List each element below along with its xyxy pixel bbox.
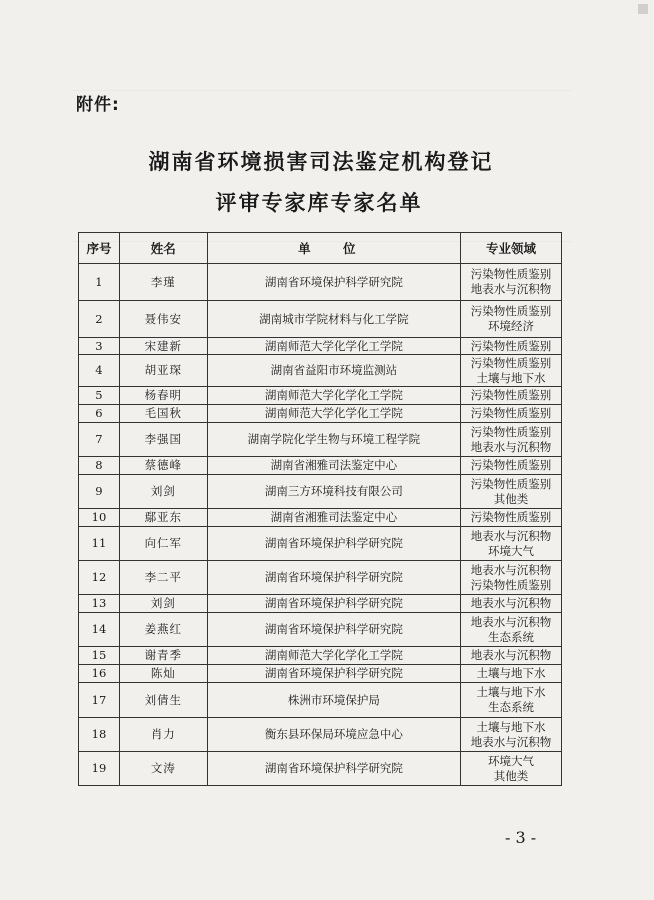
cell-name: 刘剑 <box>119 595 207 613</box>
field-item: 地表水与沉积物 <box>470 648 552 662</box>
cell-field <box>461 387 562 405</box>
cell-unit: 湖南省环境保护科学研究院 <box>207 613 460 647</box>
field-item: 污染物性质鉴别 <box>470 424 552 439</box>
cell-name: 李强国 <box>119 423 207 457</box>
cell-unit: 湖南省环境保护科学研究院 <box>207 264 460 301</box>
table-body <box>79 264 562 786</box>
field-item: 污染物性质鉴别 <box>470 510 552 524</box>
cell-no: 10 <box>79 509 120 527</box>
table-row <box>79 355 562 387</box>
cell-no: 6 <box>79 405 120 423</box>
table-row <box>79 264 562 301</box>
cell-name: 姜燕红 <box>119 613 207 647</box>
cell-unit: 湖南省环境保护科学研究院 <box>207 561 460 595</box>
cell-name: 蔡德峰 <box>119 457 207 475</box>
cell-name: 胡亚琛 <box>119 355 207 387</box>
table-row <box>79 595 562 613</box>
table-row <box>79 527 562 561</box>
table-row <box>79 338 562 355</box>
cell-field <box>461 509 562 527</box>
table-row <box>79 387 562 405</box>
cell-no: 12 <box>79 561 120 595</box>
cell-unit: 湖南省环境保护科学研究院 <box>207 527 460 561</box>
cell-name: 陈灿 <box>119 665 207 683</box>
field-item: 土壤与地下水 <box>476 370 546 385</box>
cell-field <box>461 718 562 752</box>
cell-unit: 株洲市环境保护局 <box>207 683 460 718</box>
cell-field <box>461 457 562 475</box>
cell-name: 宋建新 <box>119 338 207 355</box>
cell-no: 19 <box>79 752 120 786</box>
cell-field <box>461 752 562 786</box>
cell-unit: 湖南师范大学化学化工学院 <box>207 405 460 423</box>
field-item: 土壤与地下水 <box>476 666 546 680</box>
cell-no: 2 <box>79 301 120 338</box>
cell-no: 8 <box>79 457 120 475</box>
document-title-line-2: 评审专家库专家名单 <box>215 190 423 215</box>
cell-no: 9 <box>79 475 120 509</box>
cell-name: 肖力 <box>119 718 207 752</box>
cell-name: 聂伟安 <box>119 301 207 338</box>
field-item: 土壤与地下水 <box>476 685 546 699</box>
header-unit: 单 位 <box>207 233 460 264</box>
cell-no: 15 <box>79 647 120 665</box>
cell-unit: 湖南师范大学化学化工学院 <box>207 338 460 355</box>
table-row <box>79 301 562 338</box>
cell-name: 刘剑 <box>119 475 207 509</box>
table-row <box>79 718 562 752</box>
field-item: 生态系统 <box>488 700 534 714</box>
cell-no: 5 <box>79 387 120 405</box>
cell-unit: 湖南省湘雅司法鉴定中心 <box>207 509 460 527</box>
cell-field <box>461 665 562 683</box>
cell-unit: 湖南省环境保护科学研究院 <box>207 665 460 683</box>
scan-corner-mark <box>638 4 648 14</box>
field-item: 地表水与沉积物 <box>470 734 552 749</box>
field-item: 污染物性质鉴别 <box>470 406 552 420</box>
field-item: 污染物性质鉴别 <box>470 355 552 370</box>
expert-roster-table <box>78 232 562 786</box>
cell-name: 文涛 <box>119 752 207 786</box>
cell-no: 14 <box>79 613 120 647</box>
cell-no: 7 <box>79 423 120 457</box>
field-item: 污染物性质鉴别 <box>470 304 552 318</box>
cell-no: 3 <box>79 338 120 355</box>
field-item: 污染物性质鉴别 <box>470 577 552 592</box>
cell-name: 毛国秋 <box>119 405 207 423</box>
cell-name: 刘倩生 <box>119 683 207 718</box>
field-item: 污染物性质鉴别 <box>470 476 552 491</box>
field-item: 土壤与地下水 <box>476 719 546 734</box>
field-item: 地表水与沉积物 <box>470 282 552 296</box>
field-item: 污染物性质鉴别 <box>470 267 552 281</box>
cell-unit: 湖南省湘雅司法鉴定中心 <box>207 457 460 475</box>
cell-unit: 湖南省环境保护科学研究院 <box>207 595 460 613</box>
cell-name: 杨春明 <box>119 387 207 405</box>
field-item: 环境经济 <box>488 319 534 333</box>
cell-field <box>461 561 562 595</box>
cell-no: 1 <box>79 264 120 301</box>
page-number: - 3 - <box>505 828 537 847</box>
field-item: 污染物性质鉴别 <box>470 388 552 402</box>
cell-no: 16 <box>79 665 120 683</box>
cell-unit: 湖南学院化学生物与环境工程学院 <box>207 423 460 457</box>
table-row <box>79 752 562 786</box>
cell-unit: 湖南三方环境科技有限公司 <box>207 475 460 509</box>
field-item: 其他类 <box>493 491 529 506</box>
cell-field <box>461 338 562 355</box>
table-row <box>79 647 562 665</box>
document-title-line-1: 湖南省环境损害司法鉴定机构登记 <box>148 149 494 174</box>
cell-name: 向仁军 <box>119 527 207 561</box>
table-row <box>79 423 562 457</box>
cell-no: 13 <box>79 595 120 613</box>
table-row <box>79 613 562 647</box>
table-row <box>79 665 562 683</box>
cell-field <box>461 683 562 718</box>
cell-field <box>461 423 562 457</box>
cell-name: 李瑾 <box>119 264 207 301</box>
field-item: 地表水与沉积物 <box>470 439 552 454</box>
field-item: 污染物性质鉴别 <box>470 458 552 472</box>
table-row <box>79 509 562 527</box>
cell-field <box>461 527 562 561</box>
cell-no: 4 <box>79 355 120 387</box>
header-no: 序号 <box>79 233 120 264</box>
cell-no: 11 <box>79 527 120 561</box>
field-item: 生态系统 <box>488 629 534 644</box>
cell-field <box>461 355 562 387</box>
cell-field <box>461 475 562 509</box>
cell-field <box>461 647 562 665</box>
field-item: 地表水与沉积物 <box>470 562 552 577</box>
table-row <box>79 561 562 595</box>
cell-unit: 湖南师范大学化学化工学院 <box>207 387 460 405</box>
cell-field <box>461 264 562 301</box>
cell-field <box>461 301 562 338</box>
header-field: 专业领域 <box>461 233 562 264</box>
table-header-row <box>79 233 562 264</box>
field-item: 地表水与沉积物 <box>470 614 552 629</box>
cell-unit: 湖南师范大学化学化工学院 <box>207 647 460 665</box>
field-item: 地表水与沉积物 <box>470 596 552 610</box>
field-item: 环境大气 <box>488 753 534 768</box>
cell-field <box>461 595 562 613</box>
field-item: 其他类 <box>493 768 529 783</box>
field-item: 环境大气 <box>488 543 534 558</box>
cell-no: 17 <box>79 683 120 718</box>
cell-unit: 湖南省环境保护科学研究院 <box>207 752 460 786</box>
cell-name: 谢青季 <box>119 647 207 665</box>
cell-no: 18 <box>79 718 120 752</box>
header-name: 姓名 <box>119 233 207 264</box>
cell-unit: 湖南城市学院材料与化工学院 <box>207 301 460 338</box>
field-item: 地表水与沉积物 <box>470 528 552 543</box>
cell-unit: 湖南省益阳市环境监测站 <box>207 355 460 387</box>
cell-unit: 衡东县环保局环境应急中心 <box>207 718 460 752</box>
field-item: 污染物性质鉴别 <box>470 338 552 353</box>
table-row <box>79 457 562 475</box>
attachment-label: 附件: <box>76 95 120 115</box>
cell-field <box>461 613 562 647</box>
cell-field <box>461 405 562 423</box>
cell-name: 鄢亚东 <box>119 509 207 527</box>
table-row <box>79 475 562 509</box>
table-row <box>79 683 562 718</box>
table-row <box>79 405 562 423</box>
cell-name: 李二平 <box>119 561 207 595</box>
